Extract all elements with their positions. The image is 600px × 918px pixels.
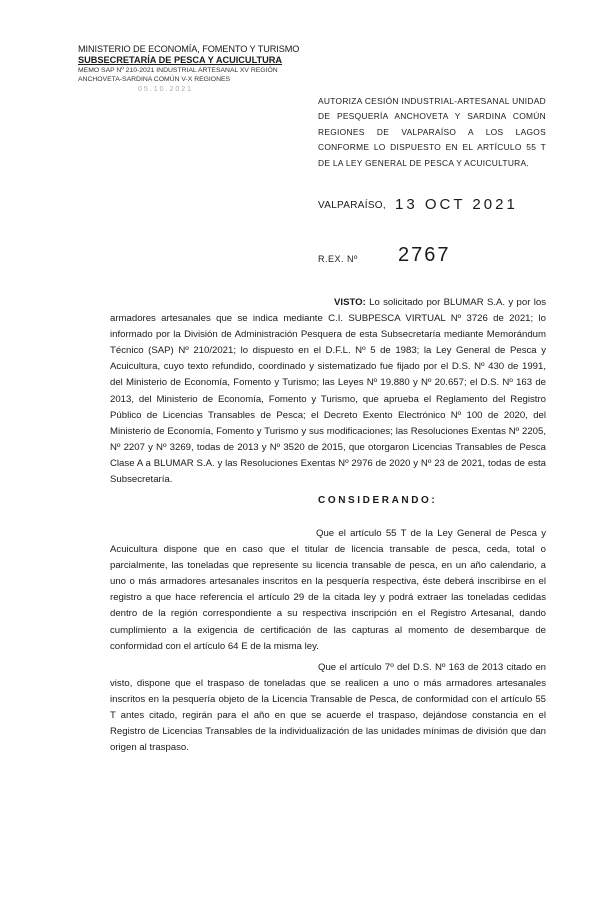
ministry-name: MINISTERIO DE ECONOMÍA, FOMENTO Y TURISMO (78, 44, 300, 54)
visto-text: Lo solicitado por BLUMAR S.A. y por los armadores artesanales que se indica mediante C.I. SUBPESCA VIRTUAL Nº 3726 de 2021; lo informado por la División de Administración Pesquera de esta Subsecretaría mediante Memorándum Técnico (SAP) Nº 210/2021; lo dispuesto en el D.F.L. Nº 5 de 1983; la Ley General de Pesca y Acuicultura, cuyo texto refundido, coordinado y sistematizado fue fijado por el D.S. Nº 430 de 1991, del Ministerio de Economía, Fomento y Turismo; las Leyes Nº 19.880 y Nº 20.657; el D.S. Nº 163 de 2013, del Ministerio de Economía, Fomento y Turismo, que aprueba el Reglamento del Registro Público de Licencias Transables de Pesca; el Decreto Exento Electrónico Nº 100 de 2020, del Ministerio de Economía, Fomento y Turismo y sus modificaciones; las Resoluciones Exentas Nº 2205, Nº 2207 y Nº 3269, todas de 2013 y Nº 3520 de 2015, que otorgaron Licencias Transables de Pesca Clase A a BLUMAR S.A. y las Resoluciones Exentas Nº 2976 de 2020 y Nº 23 de 2021, todas de esta Subsecretaría. (110, 297, 546, 486)
letterhead (78, 44, 308, 95)
visto-section (110, 295, 546, 488)
rex-number: 2767 (398, 244, 451, 266)
considerando-paragraph-2 (110, 660, 546, 757)
paragraph-1-text: Que el artículo 55 T de la Ley General de Pesca y Acuicultura dispone que en caso que el titular de licencia transable de pesca, ceda, total o parcialmente, las toneladas que represente su licencia transable de pesca, en un año calendario, a uno o más armadores artesanales inscritos en la pesquería respectiva, éste deberá inscribirse en el registro a que hace referencia el artículo 29 de la citada ley y podrá extraer las toneladas cedidas dentro de la región correspondiente a su respectiva inscripción en el Registro Artesanal, dando cumplimiento a la exigencia de certificación de las capturas al momento de desembarque de conformidad con el artículo 64 E de la misma ley. (110, 528, 546, 652)
date-stamp: 13 OCT 2021 (395, 196, 518, 213)
memo-reference-line1: MEMO SAP Nº 210-2021 INDUSTRIAL ARTESANAL XV REGIÓN (78, 67, 278, 74)
memo-reference-line2: ANCHOVETA-SARDINA COMÚN V-X REGIONES (78, 76, 231, 83)
considerando-heading: CONSIDERANDO: (318, 495, 438, 506)
subsecretaria-name: SUBSECRETARÍA DE PESCA Y ACUICULTURA (78, 55, 283, 65)
rex-label: R.EX. Nº (318, 254, 358, 264)
paragraph-2-text: Que el artículo 7º del D.S. Nº 163 de 2013 citado en visto, dispone que el traspaso de toneladas que se realicen a uno o más armadores artesanales inscritos en la pesquería objeto de la Licencia Transable de Pesca, de conformidad con el artículo 55 T antes citado, regirán para el año en que se acuerde el traspaso, dejándose constancia en el Registro de Licencias Transables de la individualización de las unidades mínimas de división que dan origen al traspaso. (110, 662, 546, 754)
place-label: VALPARAÍSO, (318, 200, 386, 211)
faint-stamp: 05.10.2021 (138, 86, 194, 93)
resolution-title: AUTORIZA CESIÓN INDUSTRIAL-ARTESANAL UNIDAD DE PESQUERÍA ANCHOVETA Y SARDINA COMÚN REGIONES DE VALPARAÍSO A LOS LAGOS CONFORME LO DISPUESTO EN EL ARTÍCULO 55 T DE LA LEY GENERAL DE PESCA Y ACUICULTURA. (318, 96, 546, 168)
considerando-paragraph-1 (110, 526, 546, 655)
visto-label: VISTO: (334, 297, 366, 308)
